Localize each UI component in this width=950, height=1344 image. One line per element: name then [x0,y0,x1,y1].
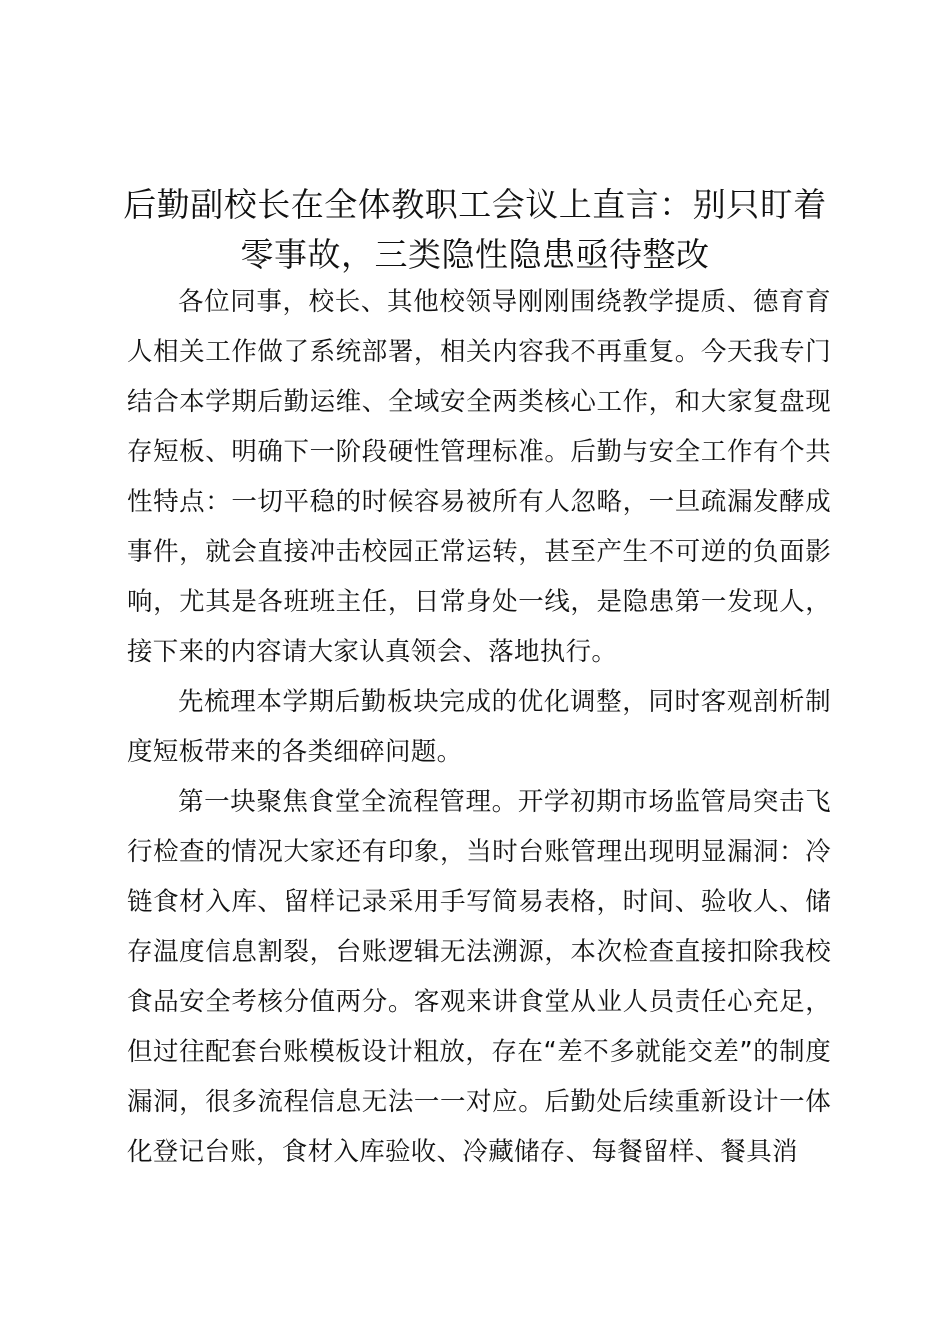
paragraph-canteen: 第一块聚焦食堂全流程管理。开学初期市场监管局突击飞行检查的情况大家还有印象，当时台账管理出现明显漏洞：冷链食材入库、留样记录采用手写简易表格，时间、验收人、储存温度信息割裂，台账逻辑无法溯源，本次检查直接扣除我校食品安全考核分值两分。客观来讲食堂从业人员责任心充足，但过往配套台账模板设计粗放，存在“差不多就能交差”的制度漏洞，很多流程信息无法一一对应。后勤处后续重新设计一体化登记台账，食材入库验收、冷藏储存、每餐留样、餐具消 [127,787,831,1167]
document-title: 后勤副校长在全体教职工会议上直言：别只盯着零事故，三类隐性隐患亟待整改 [123,185,827,274]
paragraph-opening: 各位同事，校长、其他校领导刚刚围绕教学提质、德育育人相关工作做了系统部署，相关内容我不再重复。今天我专门结合本学期后勤运维、全域安全两类核心工作，和大家复盘现存短板、明确下一阶段硬性管理标准。后勤与安全工作有个共性特点：一切平稳的时候容易被所有人忽略，一旦疏漏发酵成事件，就会直接冲击校园正常运转，甚至产生不可逆的负面影响，尤其是各班班主任，日常身处一线，是隐患第一发现人，接下来的内容请大家认真领会、落地执行。 [127,287,831,667]
paragraph-overview: 先梳理本学期后勤板块完成的优化调整，同时客观剖析制度短板带来的各类细碎问题。 [127,687,831,767]
document-body [127,277,831,1177]
